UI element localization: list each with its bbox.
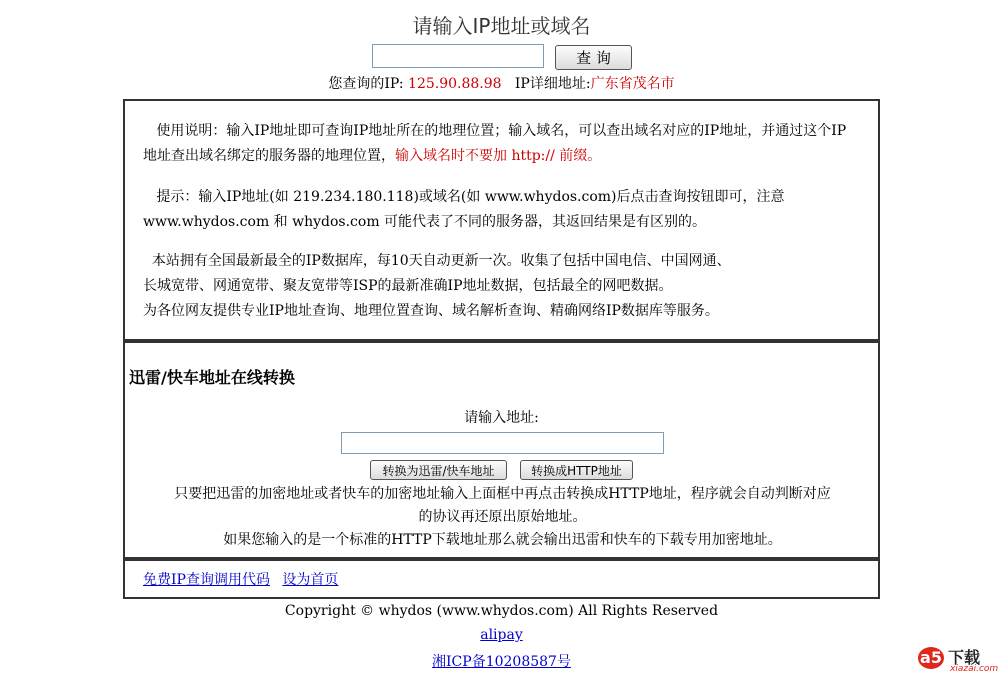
query-button[interactable]: 查 询 xyxy=(555,45,632,70)
about-line-2: 长城宽带、网通宽带、聚友宽带等ISP的最新准确IP地址数据，包括最全的网吧数据。 xyxy=(143,278,673,294)
ip-domain-search-input[interactable] xyxy=(372,44,544,68)
tip-text: 提示：输入IP地址(如 219.234.180.118)或域名(如 www.whydos.com)后点击查询按钮即可，注意 www.whydos.com 和 whydos.com 可能代表了不同的服务器，其返回结果是有区别的。 xyxy=(143,189,785,230)
usage-paragraph xyxy=(143,119,853,169)
watermark-subtext: xiazai.com xyxy=(950,664,999,674)
address-prompt: 请输入地址: xyxy=(464,410,539,426)
query-result-line xyxy=(0,73,1003,93)
converter-panel xyxy=(123,341,880,559)
converter-desc-line-2: 的协议再还原出原始地址。 xyxy=(418,509,587,525)
about-line-3: 为各位网友提供专业IP地址查询、地理位置查询、域名解析查询、精确网络IP数据库等服务。 xyxy=(143,303,719,319)
download-address-input[interactable] xyxy=(341,432,664,454)
ip-value: 125.90.88.98 xyxy=(408,76,502,92)
converter-desc-line-3: 如果您输入的是一个标准的HTTP下载地址那么就会输出迅雷和快车的下载专用加密地址。 xyxy=(223,532,782,548)
about-paragraph xyxy=(143,249,853,324)
tip-paragraph xyxy=(143,185,853,235)
instructions-panel xyxy=(123,99,880,341)
links-bar xyxy=(143,569,346,589)
a5-watermark xyxy=(918,643,1000,676)
links-panel xyxy=(123,559,880,599)
converter-desc-line-1: 只要把迅雷的加密地址或者快车的加密地址输入上面框中再点击转换成HTTP地址，程序就会自动判断对应 xyxy=(174,486,831,502)
page-title: 请输入IP地址或域名 xyxy=(412,14,591,38)
copyright-text: Copyright © whydos (www.whydos.com) All Rights Reserved xyxy=(284,603,719,619)
alipay-link[interactable]: alipay xyxy=(480,627,523,643)
a5-logo-icon: a5 xyxy=(918,647,944,669)
usage-text: 使用说明：输入IP地址即可查询IP地址所在的地理位置；输入域名，可以查出域名对应的IP地址，并通过这个IP地址查出域名绑定的服务器的地理位置， xyxy=(143,123,847,164)
watermark-text: 下载 xyxy=(948,648,981,667)
detail-value: 广东省茂名市 xyxy=(590,76,675,92)
icp-link[interactable]: 湘ICP备10208587号 xyxy=(432,654,571,670)
converter-description xyxy=(131,483,874,552)
usage-note: 输入域名时不要加 http:// 前缀。 xyxy=(395,148,602,164)
alipay-line xyxy=(0,627,1003,643)
about-line-1: 本站拥有全国最新最全的IP数据库，每10天自动更新一次。收集了包括中国电信、中国网通、 xyxy=(151,253,731,269)
api-code-link[interactable]: 免费IP查询调用代码 xyxy=(143,572,270,588)
detail-label: IP详细地址: xyxy=(514,76,591,92)
set-homepage-link[interactable]: 设为首页 xyxy=(282,572,339,588)
convert-to-http-button[interactable]: 转换成HTTP地址 xyxy=(520,460,633,480)
icp-line xyxy=(0,651,1003,671)
ip-label: 您查询的IP: xyxy=(328,76,404,92)
converter-title: 迅雷/快车地址在线转换 xyxy=(129,368,295,387)
convert-to-thunder-button[interactable]: 转换为迅雷/快车地址 xyxy=(370,460,507,480)
